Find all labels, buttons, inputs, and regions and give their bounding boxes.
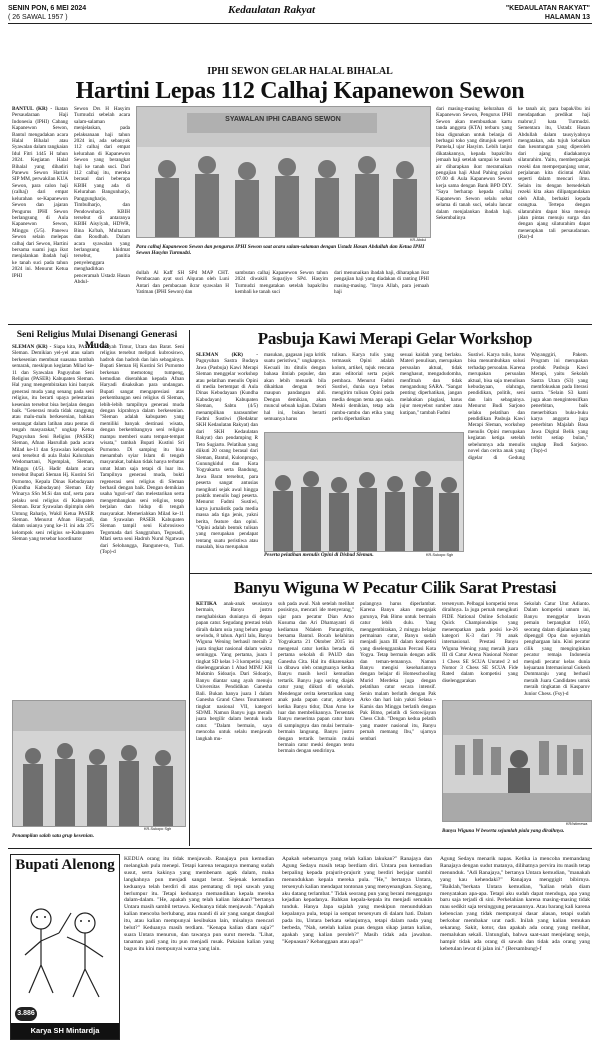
story1-kicker: IPHI SEWON GELAR HALAL BIHALAL	[207, 66, 393, 77]
serial-drawing	[11, 893, 119, 1011]
story4-headline: Banyu Wiguna W Pecatur Cilik Sarat Prestasi	[233, 578, 557, 597]
story3-headline: Pasbuja Kawi Merapi Gelar Workshop	[257, 329, 533, 348]
story4-col1: KETIKA anak-anak seusianya bermain, Banyu justru menghabiskan dunianya di depan papan catur. Segudang prestasi telah diraih dalam usia yang belum genap sewindu, 8 tahun. April lalu, Banyu Wiguna Wening berhasil meraih 2 juara tingkat nasional dalam waktu seminggu. Yang pertama, juara I tingkat SD kelas 1-3 kompetisi yang diselenggarakan 1 Abad MINU KH Mukmin Sidoarjo. Dari Sidoarjo, Banyu diantar sang ayah menuju Universitas Pendidikan Ganesha Bali. Bukan hanya juara I dalam Ganesha Grand Chess Tournament tingkat nasional VII, kategori SD/MI. Namun Banyu juga meraih juara bergilir dalam bentuk kuda catur. "Dalam bermain, saya mencoba untuk selalu menjawab langkah mu-	[196, 601, 272, 742]
hijri-date: ( 26 SAWAL 1957 )	[8, 14, 68, 21]
story4-caption: Banyu Wiguna W beserta sejumlah piala yang diraihnya.	[442, 828, 565, 834]
story4-lead: KETIKA	[196, 601, 217, 607]
story1-photo-banner: SYAWALAN IPHI CABANG SEWON	[225, 116, 341, 123]
story1-photo-art	[137, 107, 430, 237]
story3-col3: tulisan. Karya tulis yang termasuk Opini adalah kolom, artikel, tajuk rencana atau editorial serta pojok pembaca. Menurut Fadmi Sustiwi, dunia saya bebas mengirim tulisan Opini pada media dengan tema apa saja. Meski demikian, tetap ada rambu-rambu dan etika yang perlu diperhatikan	[332, 352, 394, 423]
story2-credit: KR-Sukopo Sgh	[144, 827, 172, 831]
story3-col5: Sustiwi. Karya tulis, harus bisa menumbuhkan solusi terhadap persoalan. Karena merupakan persoalan aktual, bisa saja menulisan kebudayaan, olahraga, pendidikan, politik, seni dan lain sebagainya. Menurut Budi Sarjono selaku pelatihan dan pendidikan Pasbuja Kawi Merapi Sleman, workshop menulis Opini merupakan kegiatan ketiga setelah sebelumnya ada menulis novel dan cerita anak yang digelar di Gedung Wayanggiri, Pakem. Program ini merupakan produk Pasbuja Kawi Merapi, yaitu Sekolah Sastra Utara (S3) yang memfokuskan pada literasi sastra. "Selain S3 kami juga akan mengintensifkan penerbitan, baik menerbitkan buku-buku karya anggota juga penerbitan Majalah Basa Jawa Digital Belik yang terbit setiap bulan," ungkap Budi Sarjono. (Top)-d	[468, 352, 588, 461]
story1-col1: BANTUL (KR) - Ikatan Persaudaraan Haji Indonesia (IPHI) Cabang Kapanewon Sewon, Bantul mengadakan acara Halal Bihalal atau Syawalan dalam rangkaian Idul Fitri 1445 H tahun 2024. Kegiatan Halal Bihalal yang dihadiri Panewu Sewon Hartini SIP MM, perwakilan KUA Sewon, para calon haji (calhaj) dari empat kelurahan se-Kapanewon Sewon dan jajaran Pengurus IPHI Sewon berlangsung di Aula Kapanewon Sewon, Minggu (5/5). Panewu Sewon selain melepas calhaj dari Sewon, Hartini bersama suami juga ikut menjalankan ibadah haji ke tanah suci pada tahun 2024 ini. Menurut Ketua IPHI	[12, 106, 68, 279]
serial-illustration	[10, 854, 120, 1040]
story1-col3: dullah Al Kaff SH SPd MAP CHT. Pembacaan ayat suci Alquran oleh Luni Antari dan pembacaan ikrar syawalan H Yatiman (IPHI Sewon) dan	[136, 270, 229, 296]
story4-col3: pulangnya harus diperlambat. Karena Banyu akan mengajak gurunya, Pak Bimo untuk bermain catur lebih dulu. Yang menggembirakan, 2 minggu belajar permainan catur, Banyu sudah menjadi juara III dalam kompetisi yang diselenggarakan Percasi Kota Yogya. Tetap bermain dengan adik dan teman-temannya. Namun Banyu mengisi kesehariannya dengan belajar di Homeschooling Murid Merdeka juga dengan pelatihan catur secara intensif. Senin malam berlatih dengan Pak Arko dan hari lain yakni Selasa - Kamis dan Minggu berlatih dengan Pak Bimo, pelatih di Sotowijayan Chess Club. "Dengan kedua pelatih yang master nasional itu, Banyu pernah memang Ibu," ujarnya sembari	[360, 601, 436, 742]
story2-col2: wilayah Timur, Utara dan Barat. Seni religius tersebut meliputi kubrosiswo, hadroh dan hadroh dan lain sebagainya. Bupati Sleman Hj Kustini Sri Purnomo berkenan memotong tumpeng, kemudian diserahkan kepada Afnan Haryadi disaksikan para undangan. Bupati sangat mengapresiasi atas perkembangan seni religius di Sleman, lebih-lebih tampilnya generasi muda dengan kiprahnya dalam berkesenian. "Sleman adalah kabupaten yang memiliki banyak destinasi wisata, dengan berkembangnya seni religius mampu memberi suatu tempat-tempat wisata," tambah Bupati Kustini Sri Purnomo. Di samping itu bisa menambah syiar Islam di tengah masyarakat, bahkan tidak hanya terbatas umat Islam saja tetapi di luar itu. Tampilnya generasi muda, bukti regenerasi seni religius di Sleman berhasil dengan baik. Dengan demikian usaha 'nguri-uri' dan melestarikan serta mengembangkan seni religius, tetap berjalan dan hidup di tengah masyarakat. Memeriahkan Milad ke-11 dan Syawalan PASER Kabupaten Sleman tampil seni Kubrosiswo Tegomada dari Sanggrahan, Tegosadi, Mlati serta seni Hadroh Nurul Ngatwan dari Selobangga, Banguner-to, Turi. (Top)-d	[100, 344, 184, 555]
story1-col2: Sewon Drs H Hasyim Turmudzi sebelah acara salam-salaman menjelaskan, pada pelaksanaan haji tahun 2024 ini, ada sebanyak 112 calhaj dari empat kelurahan di Kapanewon Sewon yang berangkat haji ke tanah suci. Dari 112 calhaj itu, mereka berasal dari beberapa KBIH yang ada di Kelurahan Bangunharjo, Panggungharjo, Timbulharjo, dan Pendowoharjo. KBIH tersebut di antaranya KBIH Aisyiyah, HDWR, Bina Ka'bah, Multazam dan Roudhah. Dalam acara syawalan yang berlangsung khidmat tersebut, panitia penyelenggara menghadirkan penceramah Ustadz Hasan Abdul-	[74, 106, 130, 285]
story2-photo	[12, 700, 186, 827]
story3-col4: sesuai kaidah yang berlaku. Materi penulisan, merupakan persoalan aktual, tidak menghasut, mengadudomba, menfitnah dan tidak mengandung SARA. "Sangat penting diperhatikan, jangan melakukan plagiasi, harus jujur menyebut sumber atau kutipan," tambah Fadmi	[400, 352, 462, 416]
story3-photo-art	[265, 433, 463, 551]
story1-lead: BANTUL (KR) -	[12, 106, 53, 112]
story3-credit: KR-Sukopo Sgh	[426, 553, 454, 557]
serial-col2: Apakah sebenarnya yang telah kalian lakukan?" Ranajaya dan Agung Sedayu masih tetap berdiam diri. Untara pun kemudian berpaling kepada prajurit-prajurit yang berdiri berjajar sambil menundukkan kepala mereka pula. "He," bertanya Untara, tersenyuh kalian mendapat tontonan yang menyenangkan. Sayang, aku datang terlambat." Tidak seorang pun yang berani menggangu kejadian kepadanya. Bahkan kepala-kepala itu menjadi semakin tunduk. Hanya Japa sajalah yang meskipun menundukkan kepalanya pula, tetapi ia sempat tersenyum di dalam hati. Dalam pada itu, Untara berkata selanjutnya, tetapi dalam nada yang berbeda, "Nah, setelah kalian puas dengan sikap jantan kalian, apakah yang kalian peroleh?" Masih tidak ada jawaban. "Kepuasan? Kebanggaan atau apa?"	[282, 856, 432, 945]
issue-date: SENIN PON, 6 MEI 2024	[8, 5, 87, 12]
story1-photo	[136, 106, 431, 238]
story3-col2: masukan, gagasan juga kritik suatu peristiwa," ungkapnya. Kecuali itu ditulis dengan bahasa ilmiah populer, dan akan lebih menarik bila dikaitkan dengan teori maupun pandangan ahli. Dengan demikian, akan muncul sebuah kajian. Dalam hal ini, bukan berarti semuanya harus	[264, 352, 326, 423]
story1-bottom-rule	[8, 324, 592, 325]
serial-title: Bupati Alenong	[15, 857, 115, 873]
story3-lead: SLEMAN (KR) -	[196, 352, 258, 358]
story4-col2: suh pada awal. Nah setelah melihat posisinya, mencari ide menyerang," ujar para pecatur Dian Arno Kusuma dan Ari Dhamayanti di kediaman Ndalem Parangtritis, bersama Bantul. Bocah kelahiran Yogyakarta 21 Oktober 2015 ini mengenal catur ketika berada di pertama sekolah di PAUD dan Ganesha Cita. Hal itu dikarenakan ia dibawa oleh orangtuanya ketika Banyu masih kecil kemudian tertarik. Banyu juga sering diajak catur yang diikuti di sekolah. Mendengar cerita ketertarikan sang anak pada papan catur, ayahnya ketika Banyu tidur, Dian Arno ke luar dan membelikannya. Tersentak Banyu menerima papan catur baru di sampingnya dan mulai bermain-bermain langsung. Banyu justru dengan tertarik bermain mulai bermain catur meski dengan tentu bermain dengan sendirinya.	[278, 601, 354, 755]
story1-credit: KR-Abdul	[410, 238, 427, 242]
story4-photo-art	[443, 701, 591, 821]
story1-col6: dari masing-masing kelurahan di Kapanewon Sewon, Pengurus IPHI Sewon akan membuatkan kartu tanda anggota (KTA) terbaru yang bisa digunakan untuk belanja di berbagai toko yang ditunjuk seperti Pamela,I ujar Hasyim. Lebih lanjut dikatakannya, kepada bapak/ibu jemaah haji setelah sampai ke tanah air diharapkan ikut meramaikan pengajian haji Ahad Pahing pukul 07.00 di Aula Kapanewon Sewon kerja sama dengan Bank BPD DIY. "Saya berharap kepada calhaj Kapanewon Sewon selalu sehat selama di tanah suci, selalu lancar dalam menjalankan ibadah haji. Sekembalinya	[436, 106, 512, 221]
masthead-logo: Kedaulatan Rakyat	[228, 4, 316, 16]
serial-issue-badge: 3.886	[15, 1007, 37, 1021]
story2-col1: SLEMAN (KR) - Siapa kita, PASER Sleman. Demikian yel-yel atau salam berkesenian membuat suasana tambah semarak, meskipun kegiatan Milad ke-11 dan Syawalan Paguyuban Seni Religius (PASER) Kabupaten Sleman. Hal yang mengembirakan kini banyak generasi muda yang senang pada seni religius, itu berarti upaya pelestarian kesenian tersebut bisa berjalan dengan baik. "Generasi muda tidak canggung atau malu-malu berkesenian, bahkan semangat dalam latihan atau pentas di tengah masyarakat," ungkap Ketua Paguyuban Seni Religius (PASER) Sleman, Afnan Hasrullah pada acara Milad ke-11 dan Syawalan kelompok seni tersebut di aula Balai Kalurahan Wedomartani, Ngemplak, Sleman, Minggu (4/5). Hadir dalam acara tersebut Bupati Sleman Hj. Kustini Sri Purnomo, Kepala Dinas Kebudayaan (Kundha Kabudayan) Sleman Edy Winarya SSn M.Si dan staf, serta para pelaku seni religius di Kabupaten Sleman. Ikrar Syawalan dipimpin oleh Untung Raharjo, Wakil Ketua PASER Sleman. Menurut Afnan Haryadi, dalam usianya yang ke-11 ini ada 375 kelompok seni religius se-Kabupaten Sleman yang tersebar koordinator	[12, 344, 94, 543]
story3-photo	[264, 432, 464, 552]
serial-col3: Agung Sedayu menarik napas. Ketika ia mencoba memandang Ranajaya dengan sudut matanya, dilihatnya pervira itu masih tetap menunduk. "Adi Ranajaya," bertanya Untara kemudian, "manakah yang kau kehendaki?" Ranajaya menggigit bibirnya. "Baiklah,"berkata Untara kemudian, "kalian telah diam menyatakan apa-apa. Tetapi aku sudah dapat menduga, apa yang baru saja terjadi di sini. Perkelahian karena masing-masing tidak mau sedikit saja tersinggung perasaannya. Atau barang kali karena kebencian yang tidak mempunyai dasar alasan, tetapi sudah berkobar membakar urat nadi. Inilah yang kalian temukan sekarang. Sakit, kotor, dan apakah ada orang yang melihat, memalukan sekali. Untunglah, bahwa saat-saat menjelang senja, hampir tidak ada orang di sawah dan tidak ada orang yang kebetulan lewat di jalan ini." (Bersambung)-f	[440, 856, 590, 952]
serial-col1: KEDUA orang itu tidak menjawab. Ranajaya pun kemudian melangkah pula menepi. Tetapi karena tenaganya memang sudah susut, serta kakinya yang membenam agak dalam, maka langkahnya pun menjadi sangat berat. Sejenak kemudian keduanya telah berdiri di atas pematang di tepi sawah yang berlumpur itu. Tetapi keduanya memandikan kepala mereka dalam-dalam. "He, apakah yang telah kalian lakukan?"bertanya Untara masih sambil tertawa. Keduanya tidak menjawab. "Apakah kalian mencoba berlubang, atau mandi di air yang sangat dangkal itu, atau kalian mempunyai kesibukan lain, misalnya mencari belut?" Keduanya masih terdiam. "Kenapa kalian diam saja?" suara Untara menurun, dan tawanya pun surut mereda. "Lihat, tanaman padi yang itu pun menjadi rusak. Pakaian kalian yang bagus itu kini mempunyai warna yang lain.	[124, 856, 274, 952]
header-rule	[8, 23, 592, 24]
story3-col1: SLEMAN (KR) - Paguyuban Sastra Budaya Jawa (Pasbuja) Kawi Merapi Sleman menggelar workshop atau pelatihan menulis Opini di media bertempat di Aula Dinas Kebudayaan (Kundha Kabudayan) Kabupaten Sleman, Sabtu (4/5) menampilkan narasumber Fadmi Sustiwi (Redaktur SKH Kedaulatan Rakyat) dan dari SKH Kedaulatan Rakyat) dan pendamping R Teto Sugiarto. Pelatihan yang diikuti 20 orang berasal dari Sleman, Bantul, Kulonprogo, Gunungkidul dan Kota Yogyakarta serta Bandung, Jawa Barat tersebut, para peserta sangat antusias mengikuti sejak awal hingga praktik menulis bagi peserta. Menurut Fadmi Sustiwi, karya jurnalistik pada media massa ada tiga jenis, yakni berita, feature dan opini. "Opini adalah bentuk tulisan yang merupakan pendapat tentang suatu peristiwa atau masalah, bisa merupakan	[196, 352, 258, 551]
story3-caption: Peserta pelatihan menulis Opini di Disbud Sleman.	[264, 552, 374, 558]
story3-bottom-rule	[190, 573, 592, 574]
story2-lead: SLEMAN (KR) -	[12, 344, 52, 350]
story4-credit: KR/Istimewa	[566, 822, 588, 826]
story4-col4: tersenyum. Pelbagai kompetisi terus diraihnya. Ia juga pernah mengikuti FIDE National Online Scholastic Quick Championships yang menempatkan pada posisi ke-26 kategori K-3 dari 70 anak internasional. Prestasi Banyu Wiguna Wening yang meraih juara III di Catur Arena Nasional Nomor 1 Chess SE SCUA Unrated 2 nd Nomor 3 Chess SE SCUA Fide Rated dalam kompetisi yang diselenggarakan	[442, 601, 518, 684]
story4-col5: Sekolah Catur Utut Adianto. Dalam kompetisi umum ini, Banyu menggelar lawan pemain berpangkat 1050, seorang dalam dijalankan yang dipenggil Opa dan sejumlah penghargaan lain. Kini pecatur cilik yang menginginkan pecatur remaja Indonesia menjadi pecatur kelas dunia kejuaraan Internasional Gukesh Dommaraju yang berhasil meraih Juara Candidates untuk meraih tingkatan di Kasparov Junior Chess. (Fsy)-d	[524, 601, 590, 697]
story1-headline: Hartini Lepas 112 Calhaj Kapanewon Sewon	[75, 78, 525, 104]
story1-caption: Para calhaj Kapanewon Sewon dan pengurus IPHI Sewon saat acara salam-salaman dengan Ustadz Hasan Abdullah dan Ketua IPHI Sewon Hasyim Turmudzi.	[136, 244, 425, 257]
story1-col5: dari menunaikan ibadah haji, diharapkan ikut pengajian haji yang diadakan di ranting IPHI masing-masing. "Insya Allah, para jemaah haji	[334, 270, 429, 296]
story2-photo-art	[13, 701, 185, 826]
serial-top-rule	[8, 848, 592, 849]
story1-col7: ke tanah air, para bapak/ibu ini mendapatkan predikat haji mabrur,I kata Turmudzi. Sementara itu, Ustadz Hasan Abdullah dalam tausyiyahnya mengatakan, ada tujuh kebaikan dan keuntungan yang diperoleh dari ajang diadakannya silaturahim. Yaitu, memberpanjak rezeki dan memperpanjang umur, perjalanan kita dicintai Allah seperti dalam mencari ilmu. Selain itu dengan bersedekah rezeki kita akan dilipatgandakan oleh Allah, berbakti kepada orangtua. Tertepa dengan silaturahim dapat bisa menuju jalan pintas menuju surga dan dengan ajang silaturahim dapat menerapkan tali persaudaraan. (Rar)-d	[518, 106, 590, 241]
section-name: "KEDAULATAN RAKYAT"	[505, 5, 590, 12]
serial-author: Karya SH Mintardja	[11, 1023, 119, 1039]
story4-photo	[442, 700, 592, 822]
story2-headline: Seni Religius Mulai Disenangi Generasi Muda	[16, 330, 178, 351]
story2-caption: Penampilan salah satu grup kesenian.	[12, 833, 95, 839]
page-number: HALAMAN 13	[544, 14, 590, 21]
story1-col4: sambutan calhaj Kapanewon Sewon tahun 2024 diwakili Suparjiyo SPd. Hasyim Turmudzi mengatakan setelah bapak/ibu kembali ke tanah suci	[235, 270, 328, 296]
